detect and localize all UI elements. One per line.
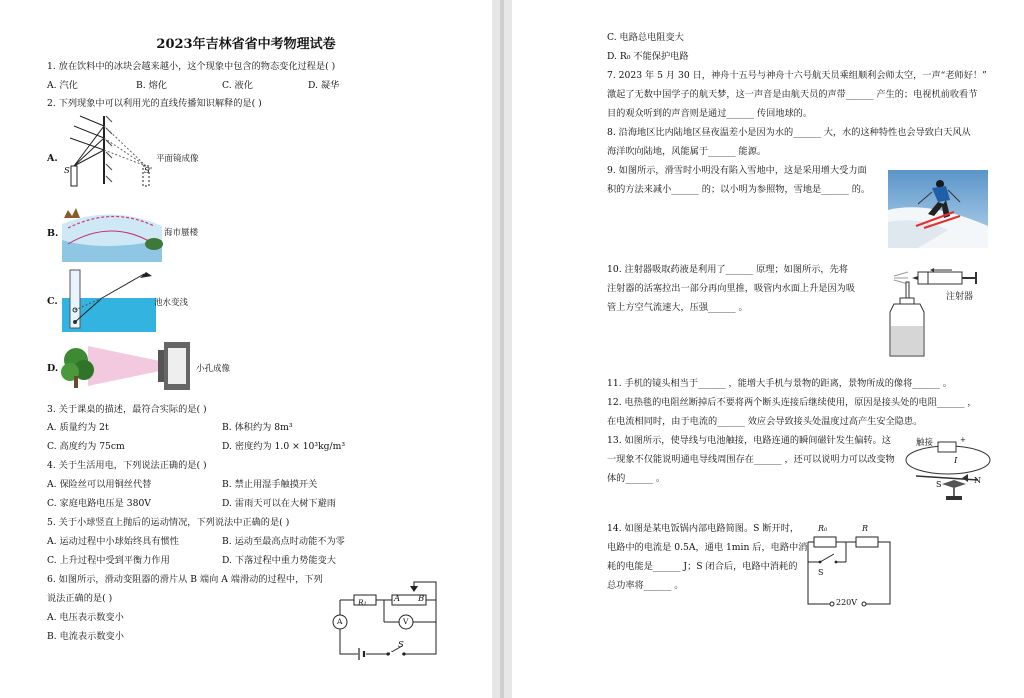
question-5: 5. 关于小球竖直上抛后的运动情况，下列说法中正确的是( )	[47, 517, 290, 528]
exam-page-right	[512, 0, 1024, 698]
question-14-line2: 电路中的电流是 0.5A，通电 1min 后，电路中消	[607, 542, 808, 553]
q4-option-c: C. 家庭电路电压是 380V	[47, 498, 151, 509]
q1-option-b: B. 熔化	[136, 80, 167, 91]
q2-figure-pinhole	[62, 342, 192, 390]
q2-figure-plane-mirror	[60, 114, 170, 204]
q1-option-c: C. 液化	[222, 80, 253, 91]
question-6-line2: 说法正确的是( )	[47, 593, 113, 604]
q13-current-label: I	[954, 456, 958, 466]
q2-b-caption: 海市蜃楼	[164, 228, 199, 238]
q3-option-c: C. 高度约为 75cm	[47, 441, 125, 452]
q13-north-label: N	[974, 476, 981, 485]
exam-page-left	[0, 0, 492, 698]
q14-r-label: R	[862, 524, 869, 533]
question-1: 1. 放在饮料中的冰块会越来越小，这个现象中包含的物态变化过程是( )	[47, 61, 336, 72]
question-9-line2: 积的方法来减小______ 的；以小明为参照物，雪地是______ 的。	[607, 184, 871, 195]
question-7-line1: 7. 2023 年 5 月 30 日，神舟十五号与神舟十六号航天员乘组顺利会师太空，一声“老师好！”	[607, 70, 987, 81]
q2-option-b-label: B.	[47, 228, 59, 239]
question-6-line1: 6. 如图所示，滑动变阻器的滑片从 B 端向 A 端滑动的过程中，下列	[47, 574, 323, 585]
q3-option-a: A. 质量约为 2t	[47, 422, 109, 433]
q3-option-d: D. 密度约为 1.0 × 10³kg/m³	[222, 441, 346, 452]
q14-switch-label: S	[818, 568, 824, 577]
q13-touch-label: 触接	[916, 438, 934, 448]
question-2: 2. 下列现象中可以利用光的直线传播知识解释的是( )	[47, 98, 262, 109]
q2-figure-pool	[62, 268, 158, 332]
q13-south-label: S	[936, 480, 942, 489]
question-8-line1: 8. 沿海地区比内陆地区昼夜温差小是因为水的______ 大，水的这种特性也会导致白天风从	[607, 127, 971, 138]
q4-option-a: A. 保险丝可以用铜丝代替	[47, 479, 152, 490]
q5-option-c: C. 上升过程中受到平衡力作用	[47, 555, 170, 566]
question-7-line3: 目的观众听到的声音则是通过______ 传回地球的。	[607, 108, 813, 119]
q5-option-a: A. 运动过程中小球始终具有惯性	[47, 536, 179, 547]
q6-option-c: C. 电路总电阻变大	[607, 32, 684, 43]
q6-point-a-label: A	[394, 594, 401, 604]
question-10-line2: 注射器的活塞拉出一部分再向里推，吸管内水面上升是因为吸	[607, 283, 856, 294]
q2-d-caption: 小孔成像	[196, 364, 231, 374]
scrollbar[interactable]	[500, 0, 504, 698]
q1-option-d: D. 凝华	[308, 80, 340, 91]
q4-option-b: B. 禁止用湿手触摸开关	[222, 479, 318, 490]
question-4: 4. 关于生活用电，下列说法正确的是( )	[47, 460, 207, 471]
q14-voltage-label: 220V	[836, 598, 858, 607]
question-14-line4: 总功率将______ 。	[607, 580, 684, 591]
q6-switch-label: S	[398, 640, 404, 650]
q6-option-a: A. 电压表示数变小	[47, 612, 124, 623]
q2-a-image-label: S'	[144, 166, 153, 176]
q3-option-b: B. 体积约为 8m³	[222, 422, 293, 433]
question-12-line1: 12. 电热毯的电阻丝断掉后不要将两个断头连接后继续使用，原因是接头处的电阻______ ，	[607, 397, 977, 408]
q6-voltmeter-label: V	[403, 617, 409, 626]
question-10-line3: 管上方空气流速大，压强______ 。	[607, 302, 748, 313]
q1-option-a: A. 汽化	[47, 80, 78, 91]
q6-option-b: B. 电流表示数变小	[47, 631, 124, 642]
question-12-line2: 在电流相同时，由于电流的______ 效应会导致接头处温度过高产生安全隐患。	[607, 416, 923, 427]
q2-a-source-label: S	[64, 166, 70, 176]
question-13-line2: 一现象不仅能说明通电导线周围存在______ ，还可以说明力可以改变物	[607, 454, 895, 465]
question-10-line1: 10. 注射器吸取药液是利用了______ 原理；如图所示，先将	[607, 264, 848, 275]
q2-a-caption: 平面镜成像	[156, 154, 199, 164]
q6-option-d: D. R₀ 不能保护电路	[607, 51, 689, 62]
question-3: 3. 关于课桌的描述，最符合实际的是( )	[47, 404, 207, 415]
question-14-line3: 耗的电能是______ J；S 闭合后，电路中消耗的	[607, 561, 798, 572]
q6-ammeter-label: A	[337, 617, 343, 626]
question-8-line2: 海洋吹向陆地，风能属于______ 能源。	[607, 146, 767, 157]
q5-option-d: D. 下落过程中重力势能变大	[222, 555, 336, 566]
q6-point-b-label: B	[418, 594, 425, 604]
question-13-line3: 体的______ 。	[607, 473, 666, 484]
q2-c-caption: 池水变浅	[154, 298, 189, 308]
q4-option-d: D. 雷雨天可以在大树下避雨	[222, 498, 336, 509]
question-11: 11. 手机的镜头相当于______ ，能增大手机与景物的距离，景物所成的像将______ 。	[607, 378, 952, 389]
q2-figure-mirage	[62, 204, 162, 262]
q2-option-d-label: D.	[47, 363, 59, 374]
q9-skier-photo	[888, 170, 988, 248]
q2-option-c-label: C.	[47, 296, 58, 307]
question-7-line2: 激起了无数中国学子的航天梦，这一声音是由航天员的声带______ 产生的；电视机前收看节	[607, 89, 978, 100]
exam-title: 2023年吉林省省中考物理试卷	[156, 37, 336, 52]
question-14-line1: 14. 如图是某电饭锅内部电路简图。S 断开时，	[607, 523, 800, 534]
q5-option-b: B. 运动至最高点时动能不为零	[222, 536, 345, 547]
question-13-line1: 13. 如图所示，使导线与电池触接，电路连通的瞬间磁针发生偏转。这	[607, 435, 891, 446]
q10-syringe-bottle-diagram	[872, 268, 982, 360]
q6-circuit-diagram	[330, 580, 446, 660]
q2-option-a-label: A.	[47, 153, 58, 164]
q14-r0-label: R₀	[818, 524, 828, 533]
q10-syringe-caption: 注射器	[946, 292, 974, 302]
q6-r1-label: R₁	[358, 598, 367, 607]
q13-plus-label: +	[960, 436, 966, 444]
question-9-line1: 9. 如图所示，滑雪时小明没有陷入雪地中，这是采用增大受力面	[607, 165, 867, 176]
